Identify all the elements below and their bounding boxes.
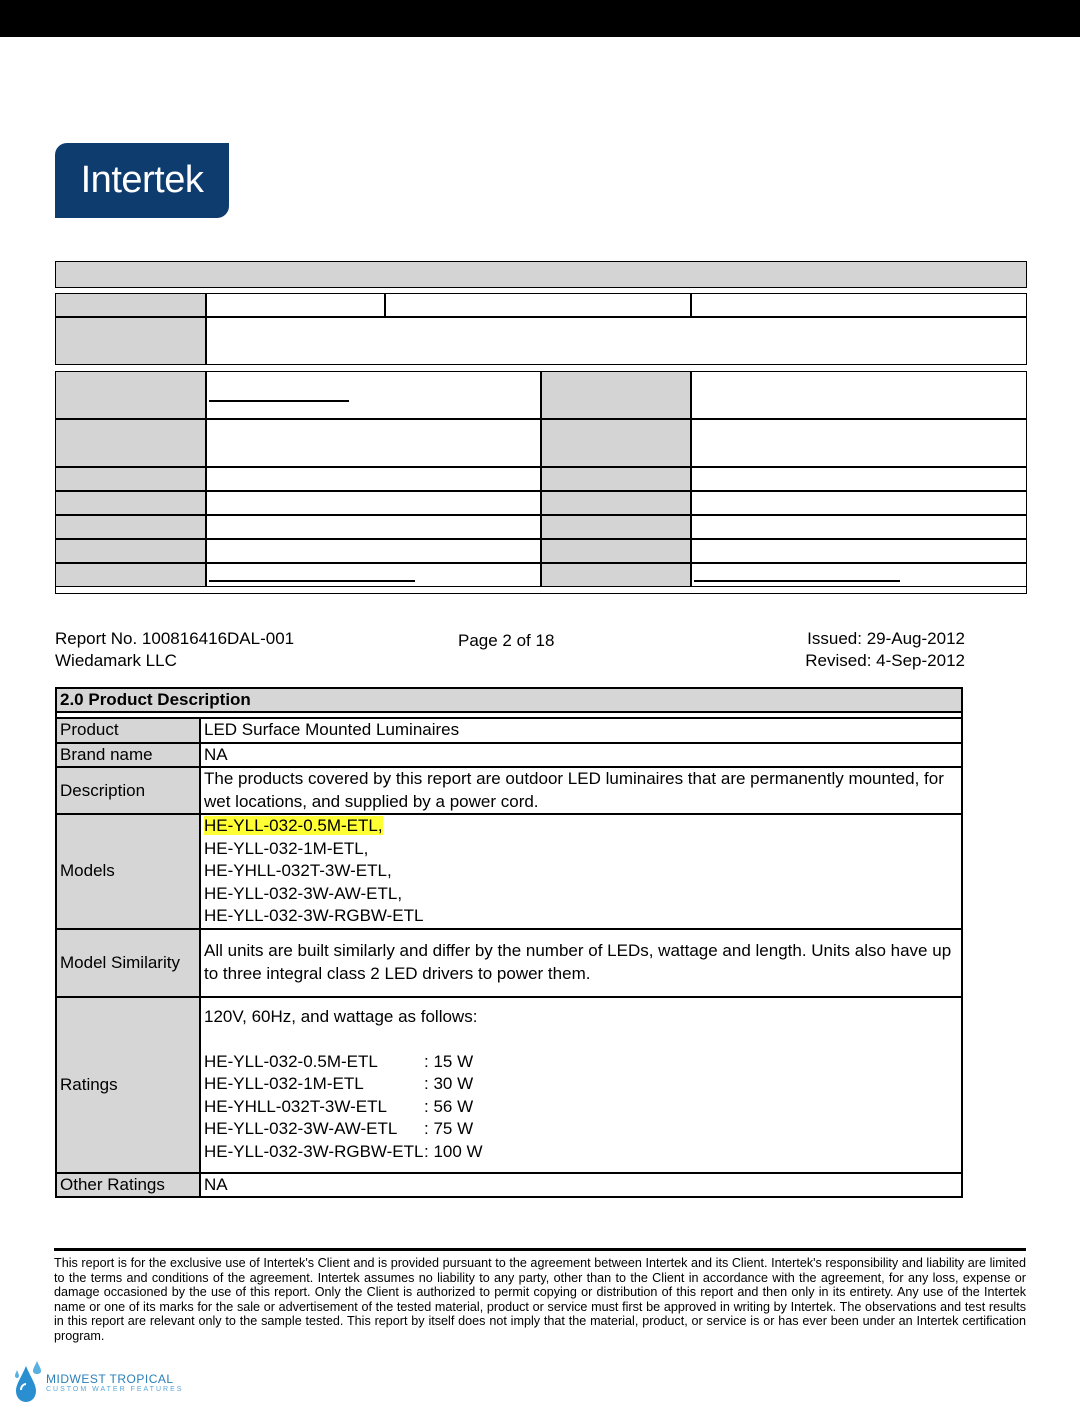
table-row [56, 767, 962, 814]
rating-watt: : 100 W [424, 1141, 483, 1161]
form-label-cell [541, 515, 691, 539]
rating-row [204, 1118, 958, 1141]
form-value-cell [206, 317, 1027, 365]
brand-name: MIDWEST TROPICAL [46, 1371, 174, 1386]
table-row [56, 743, 962, 768]
rating-model: HE-YLL-032-1M-ETL [204, 1074, 364, 1094]
form-value-cell [691, 539, 1027, 563]
form-label-cell [55, 563, 206, 587]
form-value-cell [691, 467, 1027, 491]
model-item: HE-YLL-032-3W-RGBW-ETL [204, 906, 424, 925]
row-label-description: Description [56, 767, 200, 814]
form-value-cell [206, 467, 541, 491]
row-label-models: Models [56, 814, 200, 929]
product-description-table [55, 687, 963, 1198]
revised-date: Revised: 4-Sep-2012 [805, 651, 965, 670]
form-label-cell [541, 563, 691, 587]
row-label-other-ratings: Other Ratings [56, 1173, 200, 1198]
rating-watt: : 15 W [424, 1051, 474, 1071]
form-label-cell [541, 539, 691, 563]
form-value-cell [206, 419, 541, 467]
form-value-cell [691, 515, 1027, 539]
blank-form-table [55, 261, 1027, 594]
form-value-cell [691, 491, 1027, 515]
form-label-cell [55, 467, 206, 491]
form-label-cell [541, 467, 691, 491]
model-item: HE-YHLL-032T-3W-ETL, [204, 861, 392, 880]
form-value-cell [206, 293, 385, 317]
form-underline [694, 580, 900, 582]
water-drop-icon [12, 1360, 42, 1404]
rating-row [204, 1096, 958, 1119]
report-number: Report No. 100816416DAL-001 [55, 629, 295, 648]
form-label-cell [55, 371, 206, 419]
top-black-bar [0, 0, 1080, 37]
row-label-product: Product [56, 718, 200, 743]
rating-row [204, 1141, 958, 1164]
rating-model: HE-YLL-032-0.5M-ETL [204, 1051, 378, 1071]
client-name: Wiedamark LLC [55, 651, 177, 670]
row-label-ratings: Ratings [56, 997, 200, 1173]
form-value-cell [206, 539, 541, 563]
form-value-cell [206, 371, 541, 419]
form-value-cell [691, 563, 1027, 587]
form-underline [209, 580, 415, 582]
form-label-cell [55, 539, 206, 563]
row-value-description: The products covered by this report are outdoor LED luminaires that are permanently mounted, for wet locations, and supplied by a power cord. [200, 767, 962, 814]
row-label-brand: Brand name [56, 743, 200, 768]
footer-divider [54, 1248, 1026, 1251]
table-row [56, 1173, 962, 1198]
section-title: 2.0 Product Description [56, 688, 962, 712]
rating-model: HE-YHLL-032T-3W-ETL [204, 1096, 387, 1116]
midwest-tropical-logo [12, 1360, 183, 1404]
form-label-cell [541, 371, 691, 419]
form-label-cell [55, 293, 206, 317]
form-label-cell [55, 419, 206, 467]
rating-model: HE-YLL-032-3W-RGBW-ETL [204, 1141, 424, 1161]
model-item-highlighted: HE-YLL-032-0.5M-ETL, [204, 816, 383, 835]
row-value-brand: NA [200, 743, 962, 768]
table-row [56, 814, 962, 929]
table-row [56, 718, 962, 743]
table-row [56, 997, 962, 1173]
row-label-similarity: Model Similarity [56, 929, 200, 997]
row-value-ratings [200, 997, 962, 1173]
form-value-cell [691, 371, 1027, 419]
rating-row [204, 1073, 958, 1096]
brand-tagline: CUSTOM WATER FEATURES [46, 1385, 184, 1393]
form-value-cell [206, 563, 541, 587]
form-header-row [55, 261, 1027, 288]
rating-model: HE-YLL-032-3W-AW-ETL [204, 1119, 398, 1139]
form-label-cell [55, 515, 206, 539]
row-value-product: LED Surface Mounted Luminaires [200, 718, 962, 743]
form-value-cell [691, 293, 1027, 317]
table-row [56, 929, 962, 997]
form-value-cell [206, 491, 541, 515]
model-item: HE-YLL-032-3W-AW-ETL, [204, 883, 403, 903]
row-value-similarity: All units are built similarly and differ by the number of LEDs, wattage and length. Units also have up to three integral class 2 LED drivers to power them. [200, 929, 962, 997]
form-value-cell [206, 515, 541, 539]
issued-date: Issued: 29-Aug-2012 [807, 629, 965, 648]
form-bottom-edge [55, 587, 1027, 594]
page-number: Page 2 of 18 [458, 631, 555, 650]
form-value-cell [385, 293, 691, 317]
form-label-cell [55, 491, 206, 515]
form-label-cell [541, 491, 691, 515]
row-value-models [200, 814, 962, 929]
intertek-logo [55, 143, 229, 218]
intertek-logo-text: Intertek [80, 159, 204, 201]
rating-row [204, 1051, 958, 1074]
rating-watt: : 56 W [424, 1096, 474, 1116]
rating-watt: : 30 W [424, 1074, 474, 1094]
legal-disclaimer: This report is for the exclusive use of Intertek's Client and is provided pursuant to the agreement between Intertek and its Client. Intertek's responsibility and liability are limited to the terms and conditions of the agreement. Intertek assumes no liability to any party, other than to the Client in accordance with the agreement, for any loss, expense or damage occasioned by the use of this report. Only the Client is authorized to permit copying or distribution of this report and then only in its entirety. Any use of the Intertek name or one of its marks for the sale or advertisement of the tested material, product or service must first be approved in writing by Intertek. The observations and test results in this report are relevant only to the sample tested. This report by itself does not imply that the material, product, or service is or has ever been under an Intertek certification program. [54, 1256, 1026, 1343]
form-underline [209, 400, 349, 402]
ratings-intro: 120V, 60Hz, and wattage as follows: [204, 1006, 478, 1026]
form-label-cell [541, 419, 691, 467]
model-item: HE-YLL-032-1M-ETL, [204, 838, 369, 858]
row-value-other-ratings: NA [200, 1173, 962, 1198]
form-label-cell [55, 317, 206, 365]
form-value-cell [691, 419, 1027, 467]
rating-watt: : 75 W [424, 1119, 474, 1139]
